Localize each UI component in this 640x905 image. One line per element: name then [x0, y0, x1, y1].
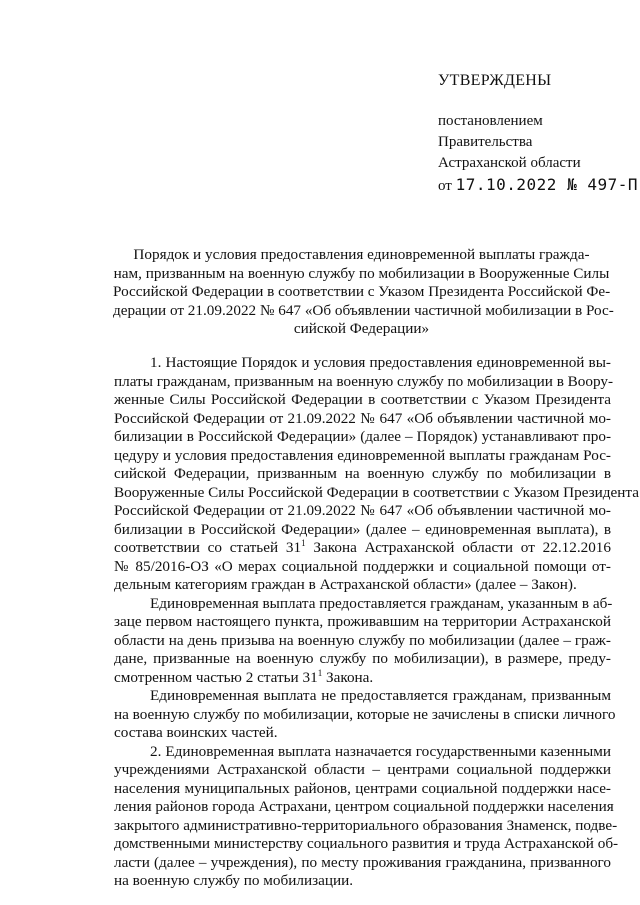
text-line: Российской Федерации от 21.09.2022 № 647 «Об объявлении частичной мо-: [114, 502, 611, 519]
approval-line-resolution: постановлением: [438, 113, 543, 129]
text-line: билизации в Российской Федерации» (далее – единовременная выплата), в: [114, 520, 611, 538]
text-line: № 85/2016-ОЗ «О мерах социальной поддержки и социальной помощи от-: [114, 557, 611, 575]
paragraph-3: [114, 687, 616, 743]
text-line: ления районов города Астрахани, центром социальной поддержки населения: [114, 798, 614, 815]
text-line: на военную службу по мобилизации.: [114, 872, 353, 889]
text-line: дельным категориям граждан в Астраханской области» (далее – Закон).: [114, 576, 577, 593]
superscript: 1: [301, 538, 306, 548]
title-line: Порядок и условия предоставления единовременной выплаты гражда-: [133, 246, 590, 263]
text-line: Единовременная выплата предоставляется гражданам, указанным в аб-: [150, 594, 613, 612]
text-line: области на день призыва на военную службу по мобилизации (далее – граж-: [114, 631, 611, 649]
text-line: на военную службу по мобилизации, которые не зачислены в списки личного: [114, 705, 616, 723]
text-line: женные Силы Российской Федерации в соответствии с Указом Президента: [114, 391, 611, 408]
text-line: сийской Федерации, призванным на военную службу по мобилизации в: [114, 465, 611, 482]
approval-heading: УТВЕРЖДЕНЫ: [438, 72, 552, 89]
document-body: [114, 354, 639, 891]
text-fragment: соответствии со статьей 31: [114, 539, 302, 556]
text-line: состава воинских частей.: [114, 724, 278, 741]
text-fragment: смотренном частью 2 статьи 31: [114, 668, 318, 686]
text-line: 2. Единовременная выплата назначается государственными казенными: [150, 742, 611, 760]
text-line: Единовременная выплата не предоставляется гражданам, призванным: [150, 687, 611, 704]
text-line-with-superscript: [114, 669, 611, 688]
paragraph-1: [114, 354, 639, 595]
text-line: населения муниципальных районов, центрами социальной поддержки насе-: [114, 779, 611, 797]
text-line: заце первом настоящего пункта, проживавшим на территории Астраханской: [114, 613, 611, 630]
title-line: Российской Федерации в соответствии с Указом Президента Российской Фе-: [113, 283, 611, 300]
paragraph-4: [114, 742, 619, 891]
document-title: [113, 246, 614, 339]
approval-date-prefix: от: [438, 178, 452, 194]
title-line: дерации от 21.09.2022 № 647 «Об объявлении частичной мобилизации в Рос-: [113, 301, 614, 319]
text-line: дане, призванные на военную службу по мобилизации), в размере, преду-: [114, 650, 611, 667]
approval-date-line: [438, 174, 638, 197]
approval-date-stamp: 17.10.2022 № 497-П: [455, 175, 638, 194]
paragraph-2: [114, 595, 611, 688]
superscript: 1: [317, 667, 323, 678]
text-line: платы гражданам, призванным на военную службу по мобилизации в Воору-: [114, 372, 614, 390]
text-line: 1. Настоящие Порядок и условия предоставления единовременной вы-: [150, 354, 611, 371]
text-line: закрытого административно-территориального образования Знаменск, подве-: [114, 816, 618, 834]
title-line: нам, призванным на военную службу по мобилизации в Вооруженные Силы: [113, 264, 610, 282]
approval-block: [438, 70, 638, 197]
text-line: цедуру и условия предоставления единовременной выплаты гражданам Рос-: [114, 446, 611, 464]
text-line-with-superscript: [114, 539, 611, 558]
text-line: учреждениями Астраханской области – центрами социальной поддержки: [114, 761, 611, 778]
text-line: ласти (далее – учреждения), по месту проживания гражданина, призванного: [114, 853, 611, 871]
text-line: домственными министерству социального развития и труда Астраханской об-: [114, 835, 619, 852]
text-fragment: Закона Астраханской области от 22.12.2016: [305, 539, 611, 556]
text-line: Российской Федерации от 21.09.2022 № 647 «Об объявлении частичной мо-: [114, 409, 611, 427]
text-fragment: Закона.: [322, 668, 374, 686]
title-line: сийской Федерации»: [293, 320, 430, 337]
text-line: Вооруженные Силы Российской Федерации в соответствии с Указом Президента: [114, 483, 639, 501]
approval-line-government: Правительства: [438, 134, 533, 150]
approval-line-region: Астраханской области: [438, 155, 581, 171]
text-line: билизации в Российской Федерации» (далее – Порядок) устанавливают про-: [114, 428, 611, 445]
